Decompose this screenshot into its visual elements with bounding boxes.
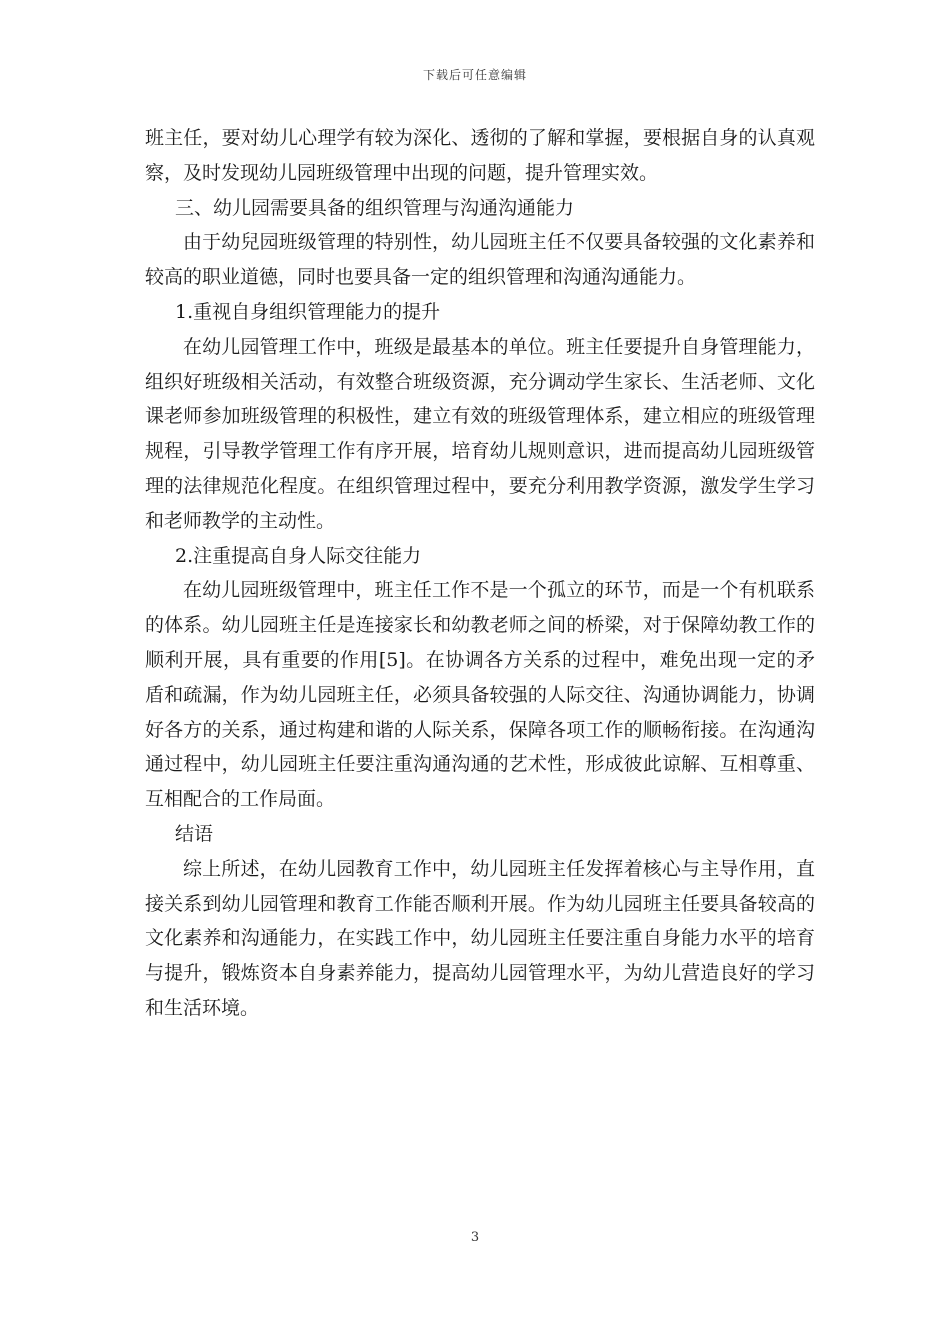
page-number: 3 (470, 1230, 480, 1245)
body-paragraph: 由于幼兒园班级管理的特别性，幼儿园班主任不仅要具备较强的文化素养和较高的职业道德，同时也要具备一定的组织管理和沟通沟通能力。 (145, 231, 815, 289)
body-paragraph: 在幼儿园管理工作中，班级是最基本的单位。班主任要提升自身管理能力，组织好班级相关活动，有效整合班级资源，充分调动学生家长、生活老师、文化课老师参加班级管理的积极性，建立有效的班级管理体系，建立相应的班级管理规程，引导教学管理工作有序开展，培育幼儿规则意识，进而提高幼儿园班级管理的法律规范化程度。在组织管理过程中，要充分利用教学资源，激发学生学习和老师教学的主动性。 (145, 335, 815, 532)
subsection-heading: 2.注重提高自身人际交往能力 (175, 544, 422, 567)
subsection-heading: 1.重视自身组织管理能力的提升 (175, 300, 441, 323)
section-heading: 结语 (175, 822, 214, 845)
body-paragraph: 班主任，要对幼儿心理学有较为深化、透彻的了解和掌握，要根据自身的认真观察，及时发现幼儿园班级管理中出现的问题，提升管理实效。 (145, 127, 815, 184)
body-paragraph: 综上所述，在幼儿园教育工作中，幼儿园班主任发挥着核心与主导作用，直接关系到幼儿园管理和教育工作能否顺利开展。作为幼儿园班主任要具备较高的文化素养和沟通能力，在实践工作中，幼儿园班主任要注重自身能力水平的培育与提升，锻炼资本自身素养能力，提高幼儿园管理水平，为幼儿营造良好的学习和生活环境。 (145, 857, 815, 1019)
section-heading: 三、幼儿园需要具备的组织管理与沟通沟通能力 (175, 196, 575, 219)
document-body (145, 121, 815, 1026)
page-header: 下载后可任意编辑 (422, 68, 527, 82)
body-paragraph: 在幼儿园班级管理中，班主任工作不是一个孤立的环节，而是一个有机联系的体系。幼儿园班主任是连接家长和幼教老师之间的桥梁，对于保障幼教工作的顺利开展，具有重要的作用[5]。在协调各方关系的过程中，难免出现一定的矛盾和疏漏，作为幼儿园班主任，必须具备较强的人际交往、沟通协调能力，协调好各方的关系，通过构建和谐的人际关系，保障各项工作的顺畅衔接。在沟通沟通过程中，幼儿园班主任要注重沟通沟通的艺术性，形成彼此谅解、互相尊重、互相配合的工作局面。 (145, 579, 815, 811)
